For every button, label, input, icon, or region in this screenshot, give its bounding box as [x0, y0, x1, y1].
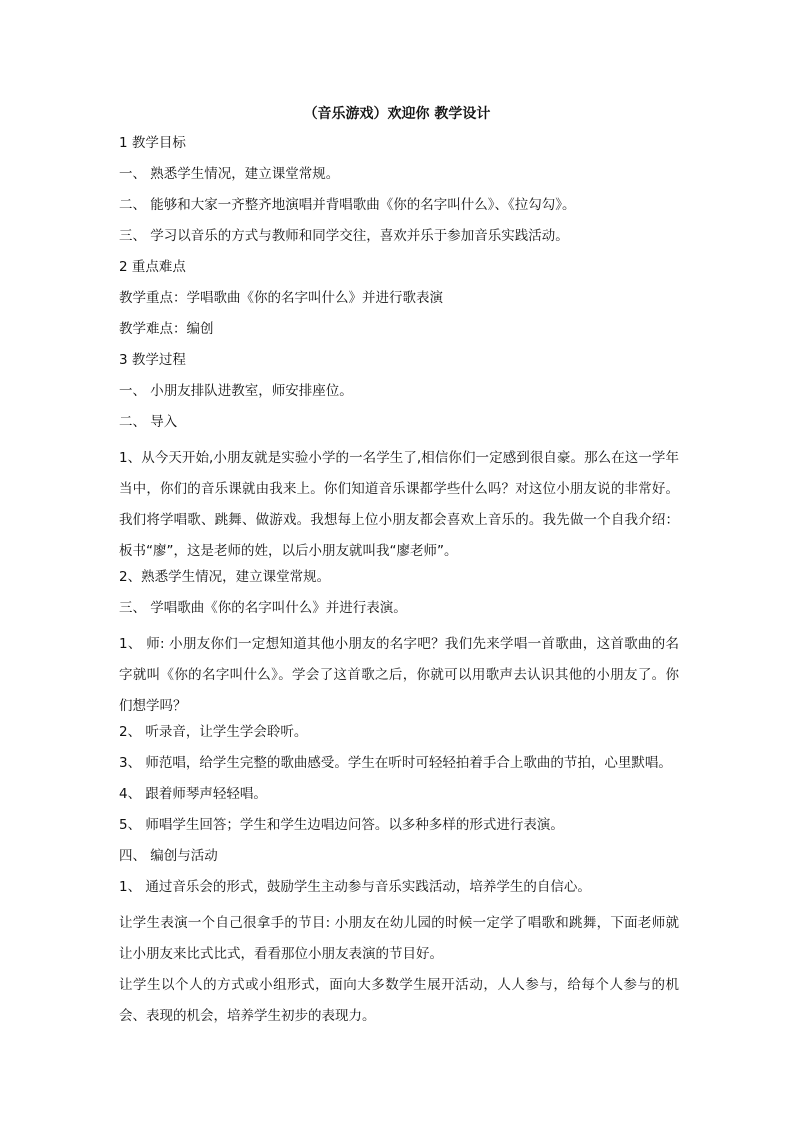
heading-teaching-process: 3 教学过程: [119, 352, 186, 368]
song-item-4: 4、 跟着师琴声轻轻唱。: [119, 786, 267, 802]
document-title: （音乐游戏）欢迎你 教学设计: [303, 106, 491, 122]
activity-paragraph-1: 让学生表演一个自己很拿手的节目: 小朋友在幼儿园的时候一定学了唱歌和跳舞，下面老师就让小朋友来比式比式，看看那位小朋友表演的节目好。: [119, 915, 679, 962]
document-body: [119, 133, 679, 1032]
song-item-1: 1、 师: 小朋友你们一定想知道其他小朋友的名字吧？我们先来学唱一首歌曲，这首歌曲的名字就叫《你的名字叫什么》。学会了这首歌之后，你就可以用歌声去认识其他的小朋友了。你们想学吗？: [119, 636, 680, 714]
process-step-3: 三、 学唱歌曲《你的名字叫什么》并进行表演。: [119, 600, 407, 616]
process-step-4: 四、 编创与活动: [119, 848, 218, 864]
intro-item-2: 2、熟悉学生情况，建立课堂常规。: [119, 569, 331, 585]
key-point: 教学重点：学唱歌曲《你的名字叫什么》并进行歌表演: [119, 290, 443, 306]
song-item-2: 2、 听录音，让学生学会聆听。: [119, 724, 308, 740]
process-step-1: 一、 小朋友排队进教室，师安排座位。: [119, 383, 353, 399]
activity-paragraph-2: 让学生以个人的方式或小组形式，面向大多数学生展开活动，人人参与，给每个人参与的机会、表现的机会，培养学生初步的表现力。: [119, 977, 679, 1024]
goal-item-2: 二、 能够和大家一齐整齐地演唱并背唱歌曲《你的名字叫什么》、《拉勾勾》。: [119, 197, 576, 213]
activity-item-1: 1、 通过音乐会的形式，鼓励学生主动参与音乐实践活动，培养学生的自信心。: [119, 879, 591, 895]
song-item-3: 3、 师范唱，给学生完整的歌曲感受。学生在听时可轻轻拍着手合上歌曲的节拍，心里默唱。: [119, 755, 672, 771]
heading-teaching-goals: 1 教学目标: [119, 135, 186, 151]
song-item-5: 5、 师唱学生回答；学生和学生边唱边问答。以多种多样的形式进行表演。: [119, 817, 564, 833]
process-step-2: 二、 导入: [119, 414, 178, 430]
goal-item-1: 一、 熟悉学生情况，建立课堂常规。: [119, 166, 340, 182]
heading-key-points: 2 重点难点: [119, 259, 186, 275]
difficult-point: 教学难点：编创: [119, 321, 214, 337]
intro-paragraph: 1、从今天开始,小朋友就是实验小学的一名学生了,相信你们一定感到很自豪。那么在这一学年当中，你们的音乐课就由我来上。你们知道音乐课都学些什么吗？对这位小朋友说的非常好。我们将学唱歌、跳舞、做游戏。我想每上位小朋友都会喜欢上音乐的。我先做一个自我介绍：板书“廖”，这是老师的姓，以后小朋友就叫我“廖老师”。: [119, 450, 679, 559]
goal-item-3: 三、 学习以音乐的方式与教师和同学交往，喜欢并乐于参加音乐实践活动。: [119, 228, 569, 244]
